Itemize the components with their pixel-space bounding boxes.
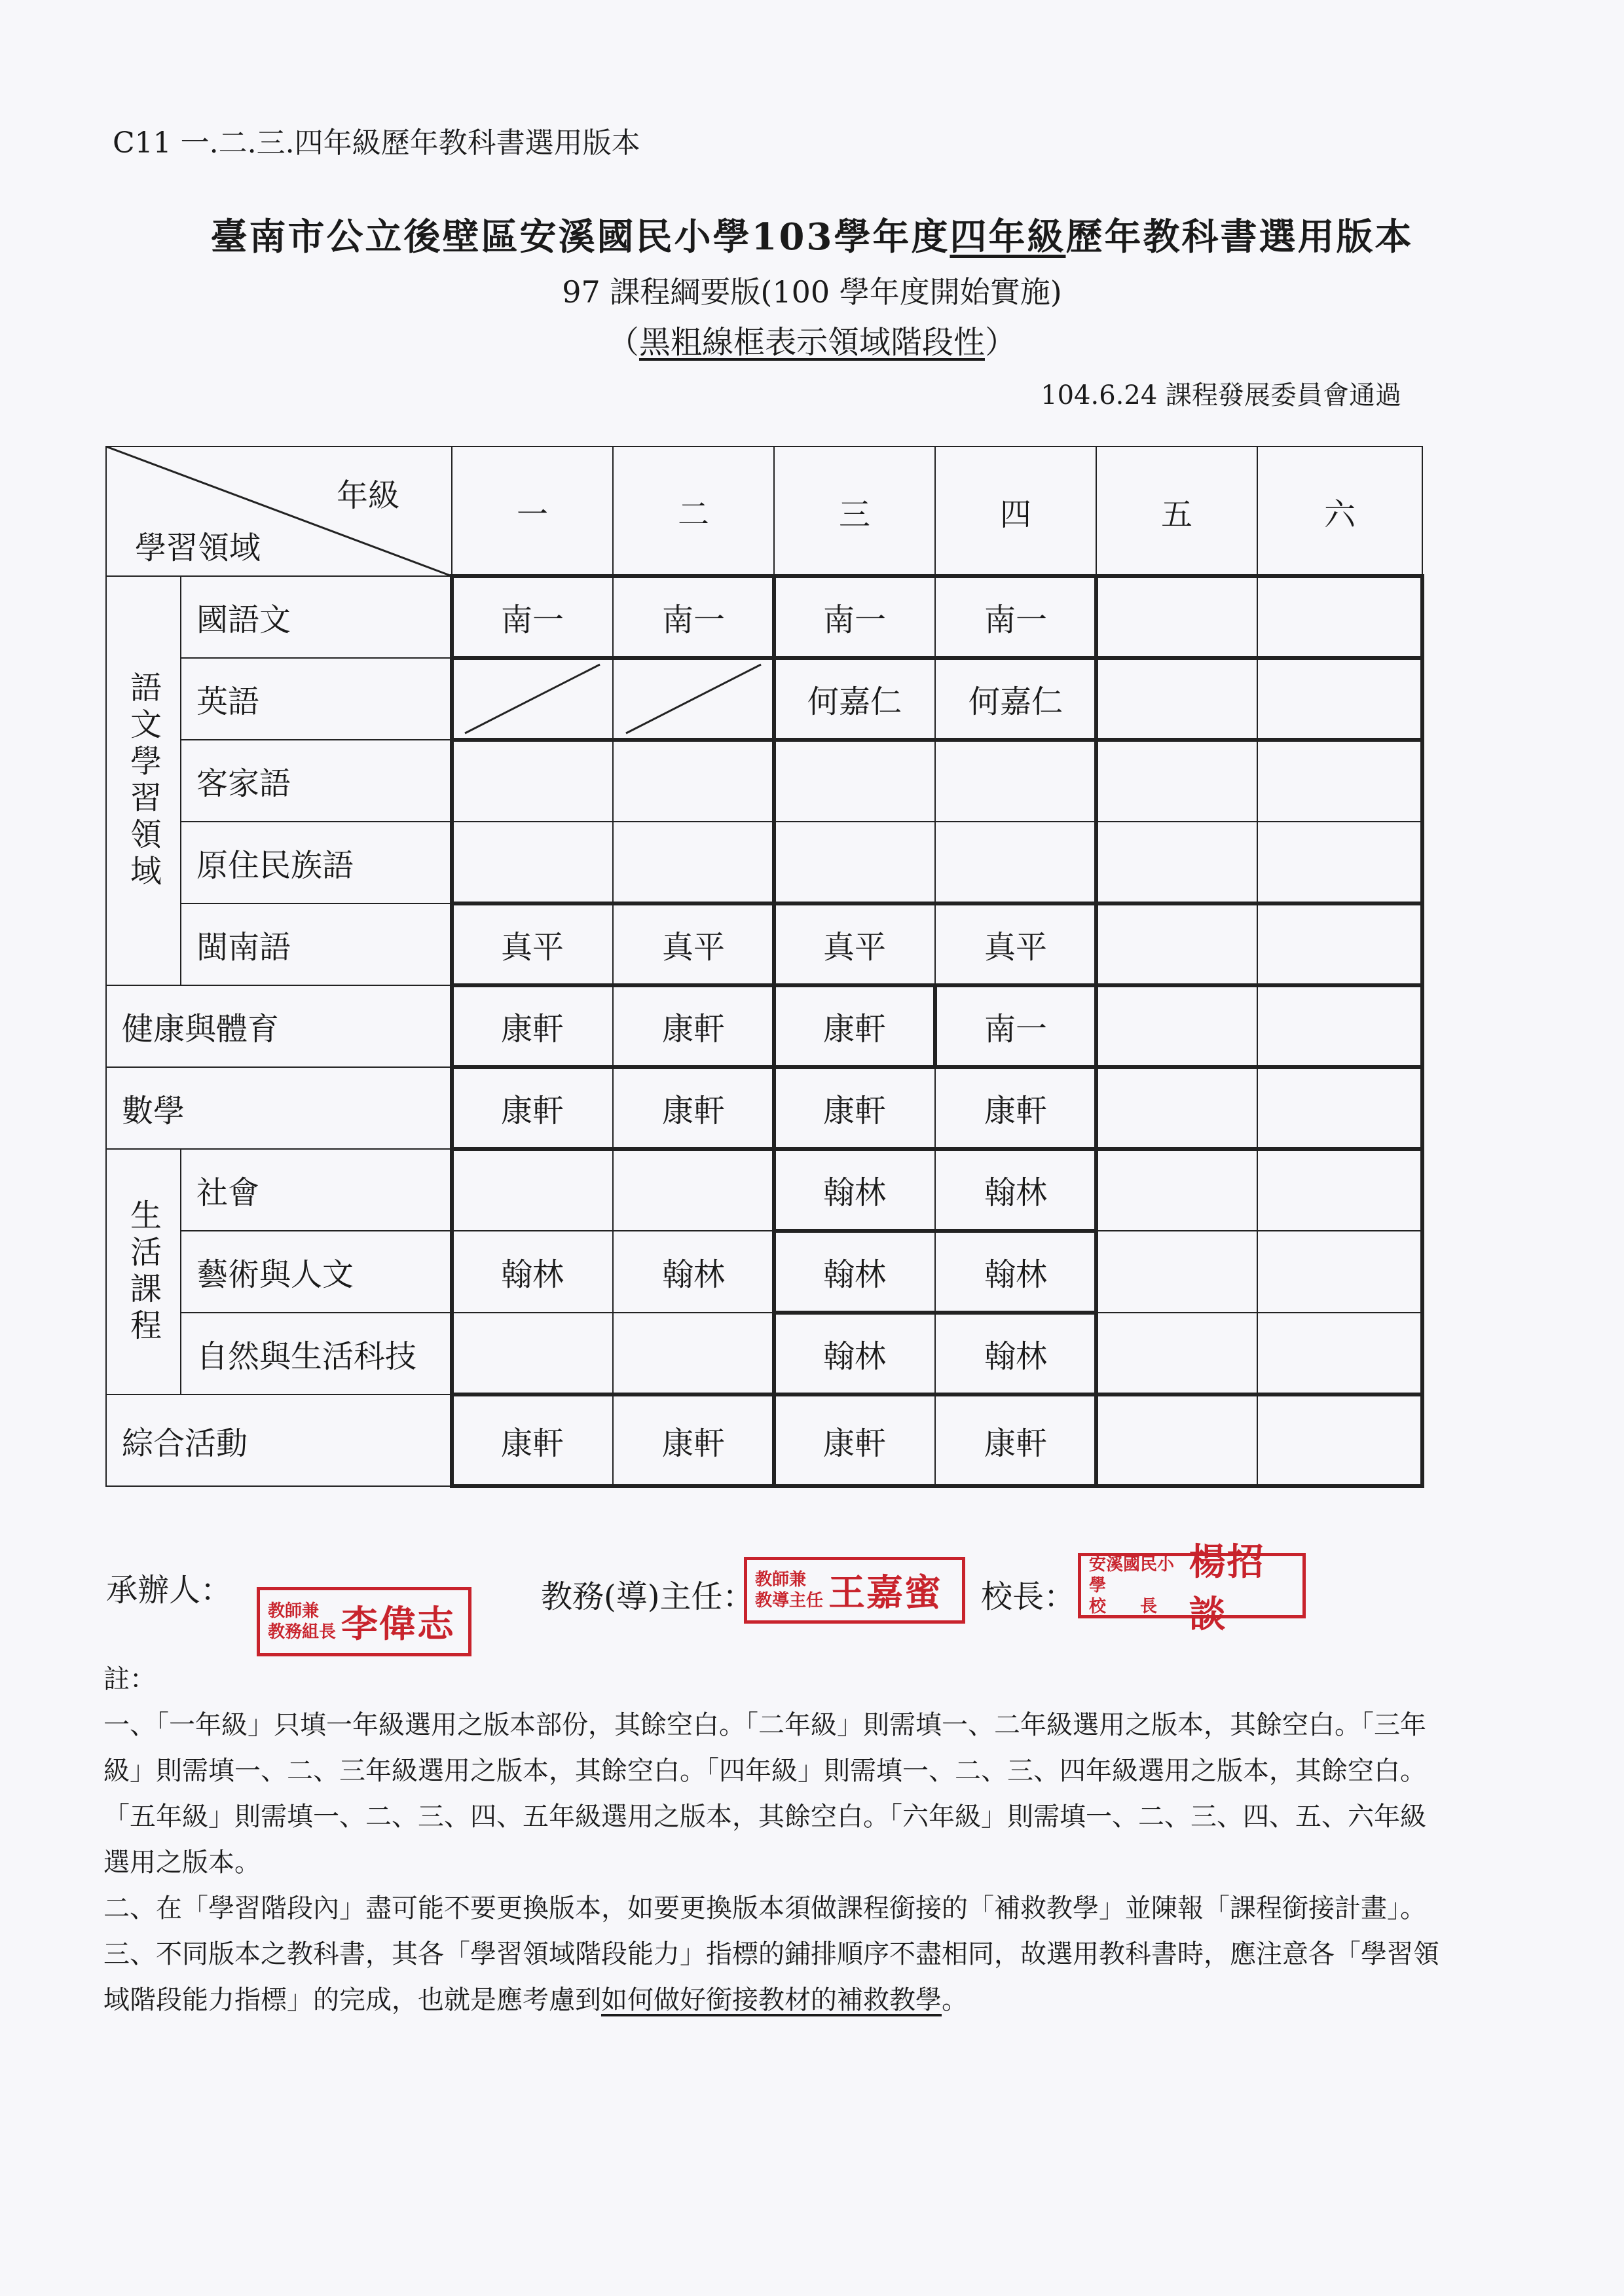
stage-border [450,656,1424,660]
stage-border [772,574,776,1488]
stage-border [450,902,1424,905]
director-stamp-name: 王嘉蜜 [828,1571,943,1614]
textbook-cell: 康軒 [500,1093,564,1129]
textbook-cell [452,822,613,903]
textbook-cell [1257,1231,1422,1313]
textbook-cell [1257,740,1422,822]
textbook-cell: 何嘉仁 [807,683,902,720]
textbook-cell: 真平 [984,929,1047,966]
textbook-cell: 真平 [500,929,564,966]
stage-border [772,1229,1098,1233]
stage-border [1094,574,1098,1488]
textbook-cell: 南一 [500,602,564,638]
note-item-3 [103,1931,1439,2023]
subject-label: 自然與生活科技 [196,1338,417,1375]
grade-header-3: 三 [838,496,870,533]
life-course-merged-cell: 翰林 [661,1256,725,1293]
principal-stamp-title1: 安溪國民小學 [1089,1555,1175,1595]
textbook-cell: 南一 [822,602,886,638]
grade-header-4: 四 [999,496,1031,533]
grade-header-6: 六 [1323,496,1356,533]
handler-stamp-title1: 教師兼 [268,1601,320,1621]
director-stamp [744,1557,965,1624]
textbook-cell: 康軒 [500,1011,564,1048]
life-course-merged-cell: 翰林 [500,1256,564,1293]
textbook-cell [1257,658,1422,740]
handler-stamp [257,1587,471,1656]
textbook-cell: 南一 [984,602,1047,638]
textbook-cell [1257,822,1422,903]
textbook-cell [1096,822,1257,903]
textbook-cell [1257,985,1422,1067]
column-line [1257,446,1258,1487]
textbook-cell: 翰林 [984,1175,1047,1211]
textbook-cell [1257,576,1422,658]
subject-label: 數學 [122,1093,185,1129]
textbook-cell [1096,1231,1257,1313]
director-label: 教務(導)主任： [541,1578,754,1615]
textbook-cell: 康軒 [822,1093,886,1129]
textbook-cell: 何嘉仁 [968,683,1063,720]
textbook-cell: 康軒 [984,1425,1047,1462]
stage-border [450,738,1424,742]
textbook-cell [1096,1313,1257,1394]
textbook-cell [935,822,1096,903]
textbook-cell: 南一 [984,1011,1047,1048]
stage-border [450,1393,1424,1396]
textbook-cell [774,740,935,822]
note-item-3-underlined: 如何做好銜接教材的補救教學 [601,1985,942,2015]
note-item-3-text: 三、不同版本之教科書，其各「學習領域階段能力」指標的鋪排順序不盡相同，故選用教科書時，應注意各「學習領域階段能力指標」的完成，也就是應考慮到 [103,1939,1439,2015]
handler-stamp-title [268,1601,336,1643]
textbook-cell [1096,903,1257,985]
header-grade-label: 年級 [336,477,399,514]
textbook-cell: 翰林 [822,1256,886,1293]
grade-header-1: 一 [516,496,548,533]
textbook-cell: 翰林 [822,1175,886,1211]
textbook-cell: 康軒 [500,1425,564,1462]
textbook-cell [1096,1149,1257,1231]
subject-label: 健康與體育 [122,1011,280,1048]
subject-label: 綜合活動 [122,1425,248,1462]
stage-border [772,1311,1098,1315]
textbook-cell [774,822,935,903]
approval-date: 104.6.24 課程發展委員會通過 [1041,380,1401,410]
note-item-1: 一、「一年級」只填一年級選用之版本部份，其餘空白。「二年級」則需填一、二年級選用之版本，其餘空白。「三年級」則需填一、二、三年級選用之版本，其餘空白。「四年級」則需填一、二、三、四年級選用之版本，其餘空白。「五年級」則需填一、二、三、四、五年級選用之版本，其餘空白。「六年級」則需填一、二、三、四、五、六年級選用之版本。 [103,1710,1426,1878]
textbook-cell: 南一 [661,602,725,638]
textbook-cell [1257,903,1422,985]
subject-label: 閩南語 [196,929,291,966]
textbook-cell [613,740,774,822]
subject-label: 國語文 [196,602,291,638]
document-subtitle: 97 課程綱要版(100 學年度開始實施) [562,274,1062,310]
group-column-line [180,1148,181,1395]
title-rest: 歷年教科書選用版本 [1065,215,1414,259]
notes-heading: 註： [103,1664,156,1694]
textbook-cell [1096,985,1257,1067]
textbook-cell: 康軒 [661,1425,725,1462]
textbook-cell: 康軒 [661,1011,725,1048]
stage-border [450,983,1424,987]
document-title [0,208,1624,261]
stage-border [450,1065,1424,1069]
column-line [612,446,614,1487]
table-border-top [105,446,1423,447]
stage-border [450,574,1424,578]
principal-stamp-title2: 校 長 [1089,1597,1158,1616]
handler-stamp-title2: 教務組長 [268,1622,337,1642]
stage-border [450,1484,1424,1488]
textbook-cell [1096,740,1257,822]
thick-border-note [0,317,1624,362]
stage-border [1420,574,1424,1488]
textbook-cell [1096,1394,1257,1486]
stage-border [450,574,454,1488]
textbook-cell [1257,1394,1422,1486]
subject-label: 英語 [196,683,260,720]
group-column-line [180,575,181,986]
column-line [934,446,936,1487]
textbook-cell [1096,1067,1257,1149]
language-domain-group: 語文學習領域 [124,670,162,891]
handler-label: 承辦人： [106,1572,232,1609]
principal-stamp-name: 楊招談 [1189,1540,1265,1636]
grade-header-2: 二 [677,496,709,533]
subject-label: 原住民族語 [196,847,354,884]
document-code: C11 一.二.三.四年級歷年教科書選用版本 [113,126,640,160]
title-year-suffix: 學年度 [834,215,950,259]
textbook-cell [1096,658,1257,740]
textbook-cell [1257,1313,1422,1394]
textbook-cell: 真平 [822,929,886,966]
title-grade: 四年級 [950,215,1066,259]
table-border-left [105,446,107,1487]
title-year: 103 [751,215,834,259]
textbook-cell: 康軒 [822,1011,886,1048]
textbook-cell [452,658,613,740]
textbook-cell: 翰林 [984,1338,1047,1375]
principal-label: 校長： [981,1578,1076,1615]
textbook-cell: 翰林 [822,1338,886,1375]
note-item-3-end: 。 [942,1985,968,2015]
textbook-cell: 康軒 [984,1093,1047,1129]
header-domain-label: 學習領域 [134,529,261,566]
director-stamp-title2: 教導主任 [755,1591,824,1611]
grade-header-5: 五 [1160,496,1192,533]
textbook-cell [1257,1149,1422,1231]
note-text: 黑粗線框表示領域階段性 [638,324,985,361]
textbook-cell [452,740,613,822]
note-open-paren: （ [607,324,639,361]
textbook-cell: 真平 [661,929,725,966]
stage-border [450,1147,1424,1151]
row-line [180,821,1423,822]
textbook-cell [613,658,774,740]
note-close-paren: ） [985,324,1017,361]
textbook-cell: 康軒 [661,1093,725,1129]
textbook-cell [1257,1067,1422,1149]
textbook-table [106,446,1422,1486]
notes-section [103,1656,1439,2023]
textbook-cell: 康軒 [822,1425,886,1462]
subject-label: 社會 [196,1175,260,1211]
subject-label: 客家語 [196,765,291,802]
principal-stamp [1078,1540,1306,1636]
director-stamp-title [755,1569,823,1611]
subject-label: 藝術與人文 [196,1256,354,1293]
director-stamp-title1: 教師兼 [755,1570,807,1590]
principal-stamp-title [1089,1554,1184,1617]
life-course-group: 生活課程 [124,1198,162,1345]
textbook-cell: 翰林 [984,1256,1047,1293]
textbook-cell [613,822,774,903]
handler-stamp-name: 李偉志 [341,1603,456,1646]
textbook-cell [1096,576,1257,658]
note-item-2: 二、在「學習階段內」盡可能不要更換版本，如要更換版本須做課程銜接的「補救教學」並陳報「課程銜接計畫」。 [103,1893,1426,1923]
textbook-cell [935,740,1096,822]
stage-border [933,983,937,1069]
title-school: 臺南市公立後壁區安溪國民小學 [210,215,752,259]
